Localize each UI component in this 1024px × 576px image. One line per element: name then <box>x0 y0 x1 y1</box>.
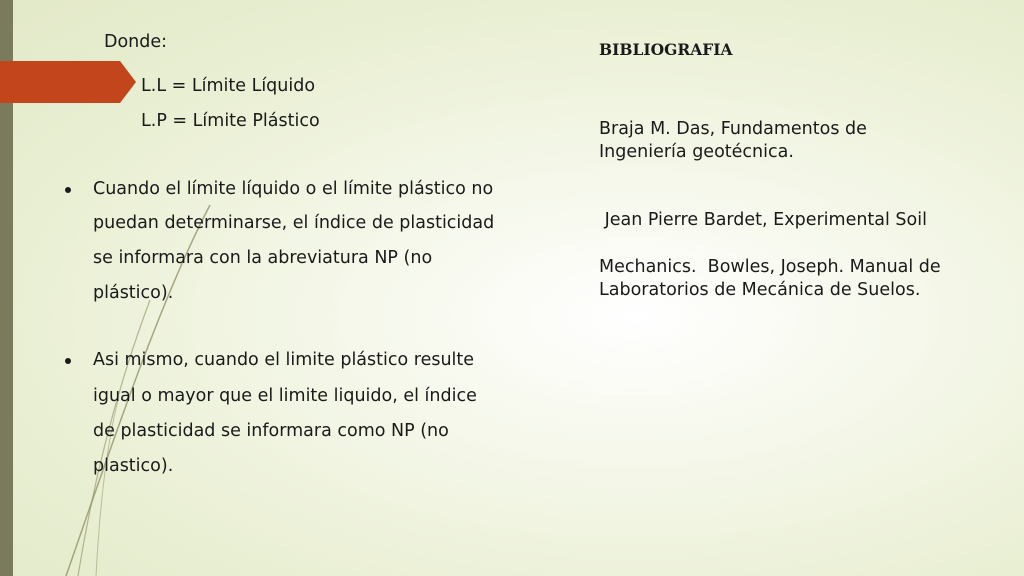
lp-definition: L.P = Límite Plástico <box>141 111 320 131</box>
bullet1-line1: Cuando el límite líquido o el límite plástico no <box>93 179 494 199</box>
bullet2-line3: de plasticidad se informara como NP (no <box>93 421 449 441</box>
bullet1-line3: se informara con la abreviatura NP (no <box>93 248 433 268</box>
bullet-dot-2 <box>65 358 71 364</box>
bullet1-line4: plástico). <box>93 283 174 303</box>
bullet1-line2: puedan determinarse, el índice de plasticidad <box>93 213 495 233</box>
bullet2-line2: igual o mayor que el limite liquido, el índice <box>93 386 477 406</box>
bullet2-line4: plastico). <box>93 456 174 476</box>
ref3-line1: Mechanics. Bowles, Joseph. Manual de <box>599 257 941 277</box>
bullet-dot-1 <box>65 187 71 193</box>
bullet2-line1: Asi mismo, cuando el limite plástico resulte <box>93 350 475 370</box>
bibliography-title: BIBLIOGRAFIA <box>599 40 733 59</box>
ref3-line2: Laboratorios de Mecánica de Suelos. <box>599 280 921 300</box>
ref1-line2: Ingeniería geotécnica. <box>599 142 794 162</box>
donde-label: Donde: <box>104 32 168 52</box>
ll-definition: L.L = Límite Líquido <box>141 76 316 96</box>
ref1-line1: Braja M. Das, Fundamentos de <box>599 119 867 139</box>
accent-block <box>0 61 120 103</box>
ref2-line: Jean Pierre Bardet, Experimental Soil <box>599 210 927 230</box>
accent-arrow <box>120 61 136 103</box>
